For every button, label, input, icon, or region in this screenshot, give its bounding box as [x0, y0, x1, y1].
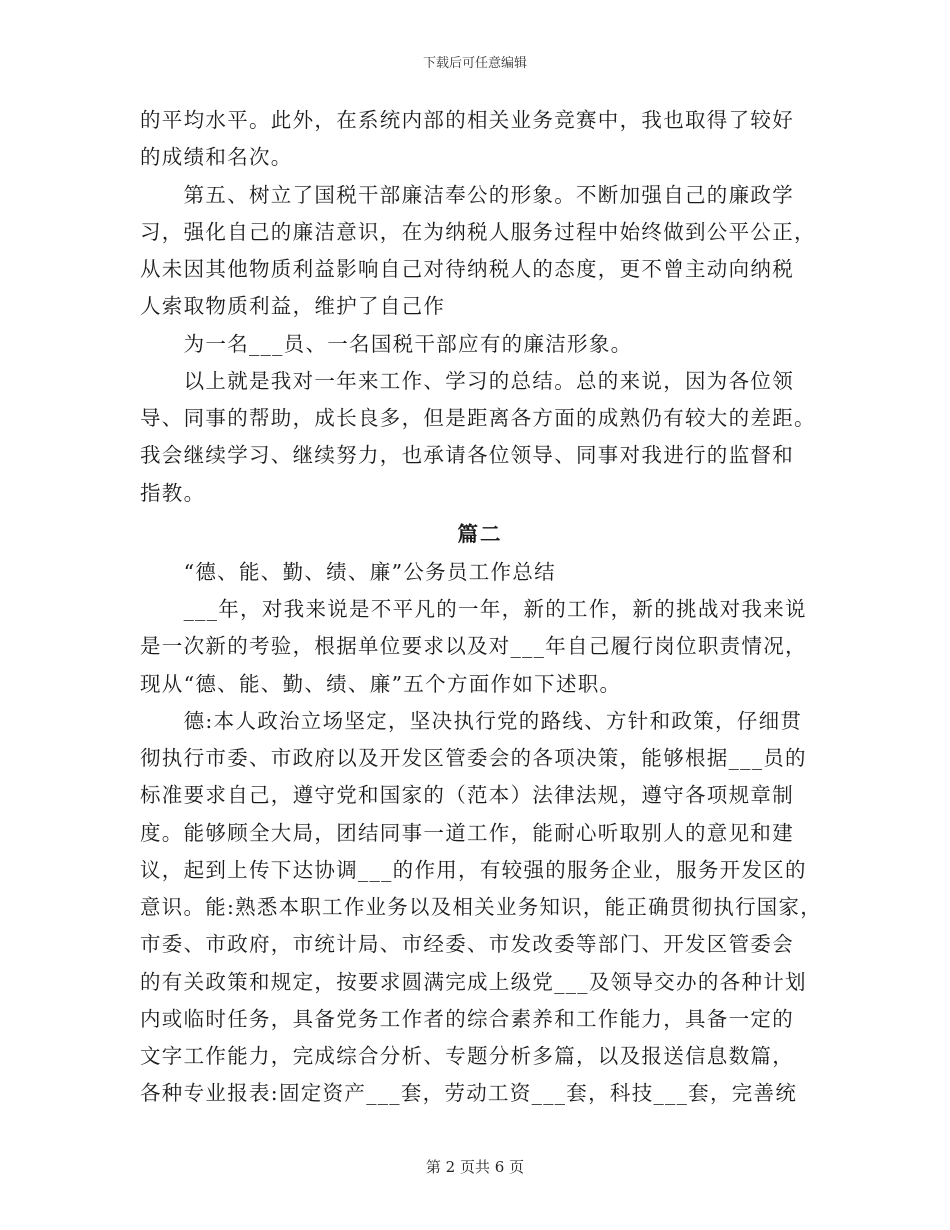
- text-line: 的成绩和名次。: [140, 145, 293, 169]
- text-line: 的平均水平。此外，在系统内部的相关业务竞赛中，我也取得了较好: [140, 108, 794, 132]
- text-line: 文字工作能力，完成综合分析、专题分析多篇，以及报送信息数篇，: [140, 1044, 794, 1068]
- text-line: 人索取物质利益，维护了自己作: [140, 294, 446, 318]
- text-line: 的有关政策和规定，按要求圆满完成上级党___及领导交办的各种计划: [140, 970, 807, 994]
- text-line: 指教。: [140, 481, 206, 505]
- text-line: ___年，对我来说是不平凡的一年，新的工作，新的挑战对我来说: [140, 597, 807, 621]
- page-number: 第 2 页共 6 页: [425, 1158, 525, 1176]
- text-line: 德:本人政治立场坚定，坚决执行党的路线、方针和政策，仔细贯: [140, 709, 803, 733]
- text-line: 彻执行市委、市政府以及开发区管委会的各项决策，能够根据___员的: [140, 746, 807, 770]
- text-line: 第五、树立了国税干部廉洁奉公的形象。不断加强自己的廉政学: [140, 183, 794, 207]
- section-heading: 篇二: [457, 522, 503, 546]
- text-line: 各种专业报表:固定资产___套，劳动工资___套，科技___套，完善统: [140, 1081, 798, 1105]
- text-line: 从未因其他物质利益影响自己对待纳税人的态度，更不曾主动向纳税: [140, 257, 794, 281]
- text-line: 市委、市政府，市统计局、市经委、市发改委等部门、开发区管委会: [140, 932, 794, 956]
- text-line: 议，起到上传下达协调___的作用，有较强的服务企业，服务开发区的: [140, 858, 807, 882]
- text-line: 我会继续学习、继续努力，也承请各位领导、同事对我进行的监督和: [140, 443, 794, 467]
- text-line: 导、同事的帮助，成长良多，但是距离各方面的成熟仍有较大的差距。: [140, 406, 816, 430]
- text-line: 习，强化自己的廉洁意识，在为纳税人服务过程中始终做到公平公正，: [140, 220, 816, 244]
- text-line: 是一次新的考验，根据单位要求以及对___年自己履行岗位职责情况，: [140, 634, 807, 658]
- text-line: 现从“德、能、勤、绩、廉”五个方面作如下述职。: [140, 672, 622, 696]
- page-header: 下载后可任意编辑: [422, 56, 527, 71]
- text-line: 以上就是我对一年来工作、学习的总结。总的来说，因为各位领: [140, 369, 794, 393]
- text-line: 内或临时任务，具备党务工作者的综合素养和工作能力，具备一定的: [140, 1007, 794, 1031]
- text-line: 标准要求自己，遵守党和国家的（范本）法律法规，遵守各项规章制: [140, 783, 794, 807]
- text-line: 意识。能:熟悉本职工作业务以及相关业务知识，能正确贯彻执行国家，: [140, 895, 823, 919]
- text-line: 度。能够顾全大局，团结同事一道工作，能耐心听取别人的意见和建: [140, 821, 794, 845]
- text-line: 为一名___员、一名国税干部应有的廉洁形象。: [140, 332, 633, 356]
- text-line: “德、能、勤、绩、廉”公务员工作总结: [140, 560, 556, 584]
